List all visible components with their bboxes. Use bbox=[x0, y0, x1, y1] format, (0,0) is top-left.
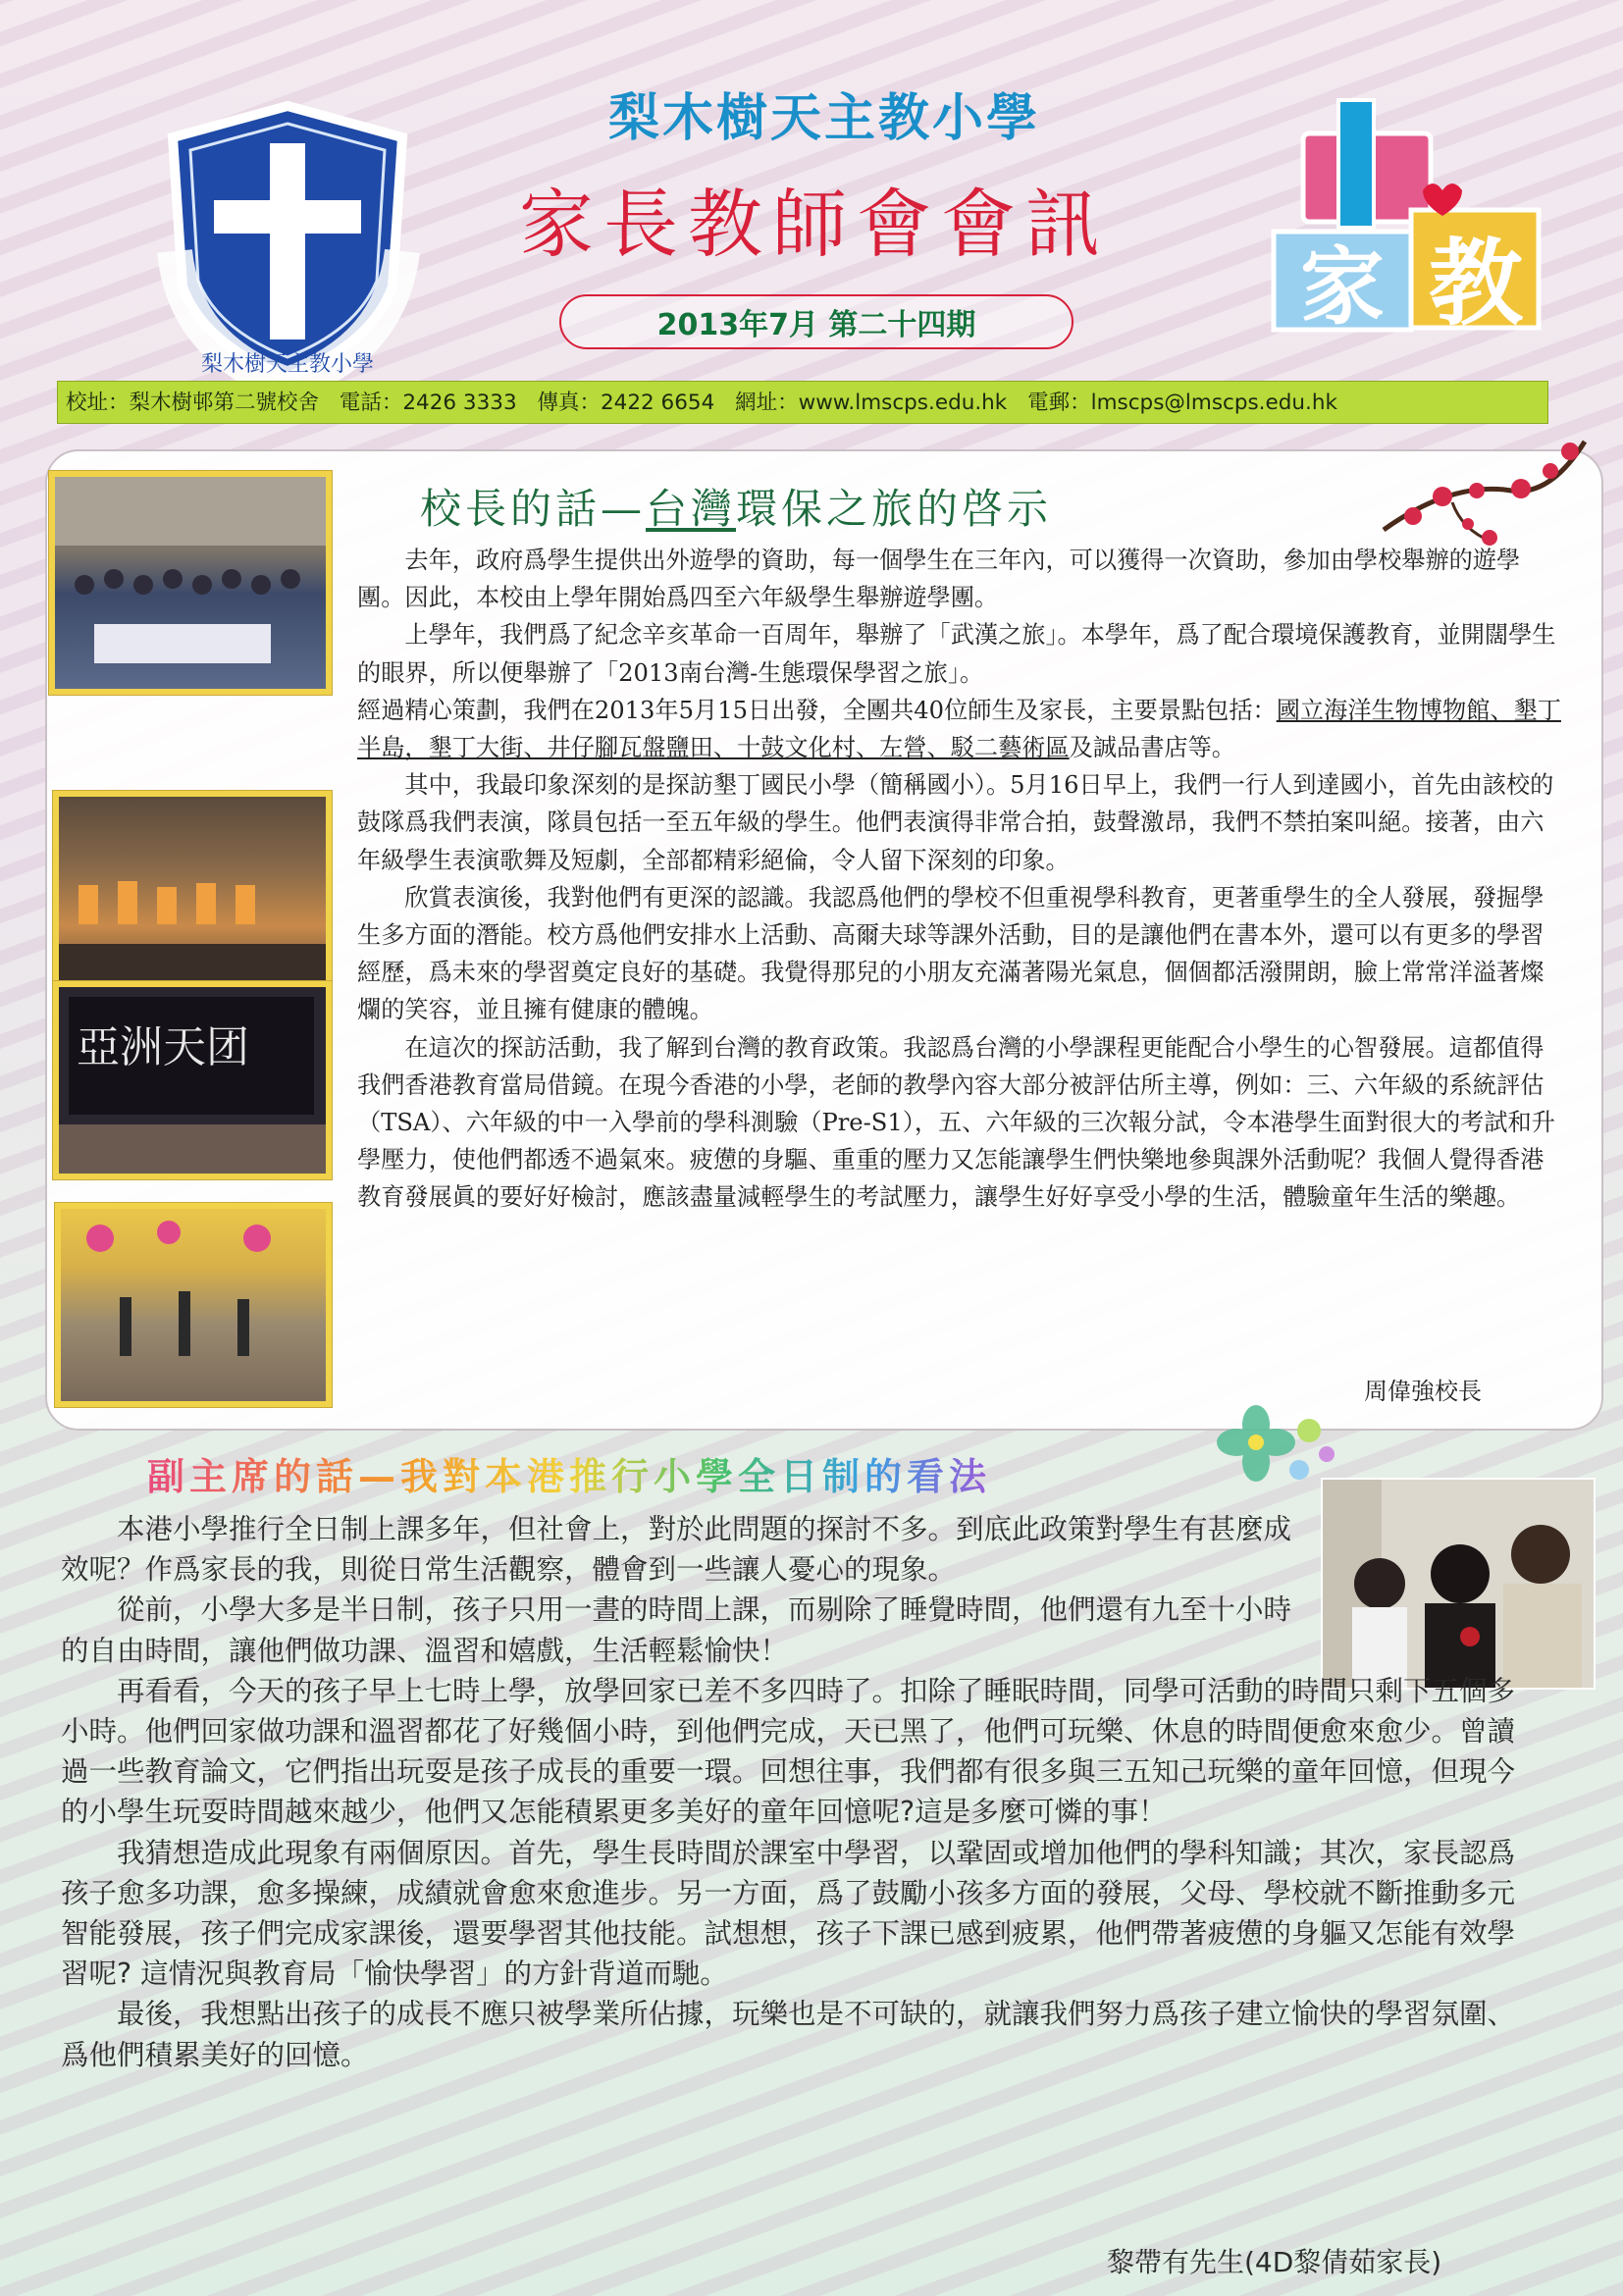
school-name: 梨木樹天主教小學 bbox=[607, 89, 1040, 148]
flower-decoration bbox=[1205, 1391, 1342, 1489]
contact-email[interactable]: 電郵：lmscps@lmscps.edu.hk bbox=[1027, 391, 1337, 415]
contact-phone: 電話：2426 3333 bbox=[339, 391, 517, 415]
newsletter-title: 家長教師會會訊 bbox=[519, 181, 1110, 268]
vice-chair-article bbox=[61, 1509, 1543, 2075]
principal-title-post: 環保之旅的啓示 bbox=[736, 485, 1053, 533]
photo-banner-text: 亞洲天团 bbox=[77, 1022, 249, 1072]
contact-website[interactable]: 網址：www.lmscps.edu.hk bbox=[735, 391, 1008, 415]
home-school-badge bbox=[1244, 94, 1558, 349]
vice-chair-para-2: 從前，小學大多是半日制，孩子只用一晝的時間上課，而剔除了睡覺時間，他們還有九至十小時的自由時間，讓他們做功課、溫習和嬉戲，生活輕鬆愉快！ bbox=[61, 1593, 1292, 1667]
contact-fax: 傳真：2422 6654 bbox=[537, 391, 715, 415]
principal-para-3 bbox=[357, 692, 1566, 766]
principal-para-3-pre: 經過精心策劃，我們在2013年5月15日出發，全團共40位師生及家長，主要景點包括： bbox=[357, 696, 1277, 724]
badge-char-home: 家 bbox=[1300, 238, 1385, 337]
principal-para-6: 在這次的探訪活動，我了解到台灣的教育政策。我認爲台灣的小學課程更能配合小學生的心智發展。這都值得我們香港教育當局借鏡。在現今香港的小學，老師的教學內容大部分被評估所主導，例如：三、六年級的系統評估（TSA）、六年級的中一入學前的學科測驗（Pre-S1），五、六年級的三次報分試，令本港學生面對很大的考試和升學壓力，使他們都透不過氣來。疲憊的身驅、重重的壓力又怎能讓學生們快樂地參與課外活動呢？我個人覺得香港教育發展眞的要好好檢討，應該盡量減輕學生的考試壓力，讓學生好好享受小學的生活，體驗童年生活的樂趣。 bbox=[357, 1033, 1555, 1212]
principal-article bbox=[357, 542, 1566, 1217]
vice-chair-title: 副主席的話—我對本港推行小學全日制的看法 bbox=[147, 1446, 991, 1500]
vice-chair-signature: 黎帶有先生(4D黎倩茹家長) bbox=[1107, 2246, 1442, 2278]
principal-attractions: 國立海洋生物博物館、墾丁半島，墾丁大街、井仔腳瓦盤鹽田、十鼓文化村、左營、駁二藝術區 bbox=[357, 696, 1561, 762]
contact-address: 校址：梨木樹邨第二號校舍 bbox=[66, 391, 320, 415]
principal-title-pre: 校長的話— bbox=[420, 485, 647, 533]
vice-chair-para-1: 本港小學推行全日制上課多年，但社會上，對於此問題的探討不多。到底此政策對學生有甚麼成效呢？作爲家長的我，則從日常生活觀察，體會到一些讓人憂心的現象。 bbox=[61, 1513, 1292, 1587]
principal-para-2: 上學年，我們爲了紀念辛亥革命一百周年，舉辦了「武漢之旅」。本學年，爲了配合環境保護教育，並開闊學生的眼界，所以便舉辦了「2013南台灣-生態環保學習之旅」。 bbox=[357, 621, 1556, 687]
vice-chair-para-3: 再看看，今天的孩子早上七時上學，放學回家已差不多四時了。扣除了睡眠時間，同學可活動的時間只剩下五個多小時。他們回家做功課和溫習都花了好幾個小時，到他們完成，天已黑了，他們可玩樂、休息的時間便愈來愈少。曾讀過一些教育論文，它們指出玩耍是孩子成長的重要一環。回想往事，我們都有很多與三五知己玩樂的童年回憶，但現今的小學生玩耍時間越來越少，他們又怎能積累更多美好的童年回憶呢?這是多麼可憐的事！ bbox=[61, 1674, 1516, 1829]
badge-char-teach: 教 bbox=[1429, 229, 1523, 339]
principal-para-5: 欣賞表演後，我對他們有更深的認識。我認爲他們的學校不但重視學科教育，更著重學生的全人發展，發掘學生多方面的潛能。校方爲他們安排水上活動、高爾夫球等課外活動，目的是讓他們在書本外，還可以有更多的學習經歷，爲未來的學習奠定良好的基礎。我覺得那兒的小朋友充滿著陽光氣息，個個都活潑開朗，臉上常常洋溢著燦爛的笑容，並且擁有健康的體魄。 bbox=[357, 883, 1544, 1024]
photo-group-trip bbox=[49, 471, 332, 695]
principal-para-4: 其中，我最印象深刻的是探訪墾丁國民小學（簡稱國小）。5月16日早上，我們一行人到達國小，首先由該校的鼓隊爲我們表演，隊員包括一至五年級的學生。他們表演得非常合拍，鼓聲激昂，我們不禁拍案叫絕。接著，由六年級學生表演歌舞及短劇，全部都精彩絕倫，令人留下深刻的印象。 bbox=[357, 771, 1554, 874]
principal-signature: 周偉強校長 bbox=[1364, 1378, 1482, 1405]
school-crest-logo bbox=[145, 94, 430, 389]
logo-text: 梨木樹天主教小學 bbox=[200, 352, 375, 377]
vice-chair-para-4: 我猜想造成此現象有兩個原因。首先，學生長時間於課室中學習，以鞏固或增加他們的學科知識；其次，家長認爲孩子愈多功課，愈多操練，成績就會愈來愈進步。另一方面，爲了鼓勵小孩多方面的發展，父母、學校就不斷推動多元智能發展，孩子們完成家課後，還要學習其他技能。試想想，孩子下課已感到疲累，他們帶著疲憊的身軀又怎能有效學習呢? 這情況與教育局「愉快學習」的方針背道而馳。 bbox=[61, 1836, 1516, 1991]
issue-date: 2013年7月 第二十四期 bbox=[559, 294, 1073, 349]
photo-dance-show bbox=[55, 1203, 332, 1407]
principal-title-place: 台灣 bbox=[646, 485, 737, 533]
cherry-blossom-decoration bbox=[1374, 422, 1590, 559]
principal-para-1: 去年，政府爲學生提供出外遊學的資助，每一個學生在三年內，可以獲得一次資助，參加由學校舉辦的遊學團。因此，本校由上學年開始爲四至六年級學生舉辦遊學團。 bbox=[357, 547, 1521, 612]
principal-para-3-post: 及誠品書店等。 bbox=[1069, 734, 1235, 762]
photo-drum-performance bbox=[53, 791, 332, 987]
photo-stage-banner bbox=[53, 981, 332, 1179]
vice-chair-para-5: 最後，我想點出孩子的成長不應只被學業所佔據，玩樂也是不可缺的，就讓我們努力爲孩子建立愉快的學習氛圍、爲他們積累美好的回憶。 bbox=[61, 1998, 1516, 2071]
contact-bar bbox=[57, 381, 1548, 424]
principal-title bbox=[420, 477, 1052, 536]
